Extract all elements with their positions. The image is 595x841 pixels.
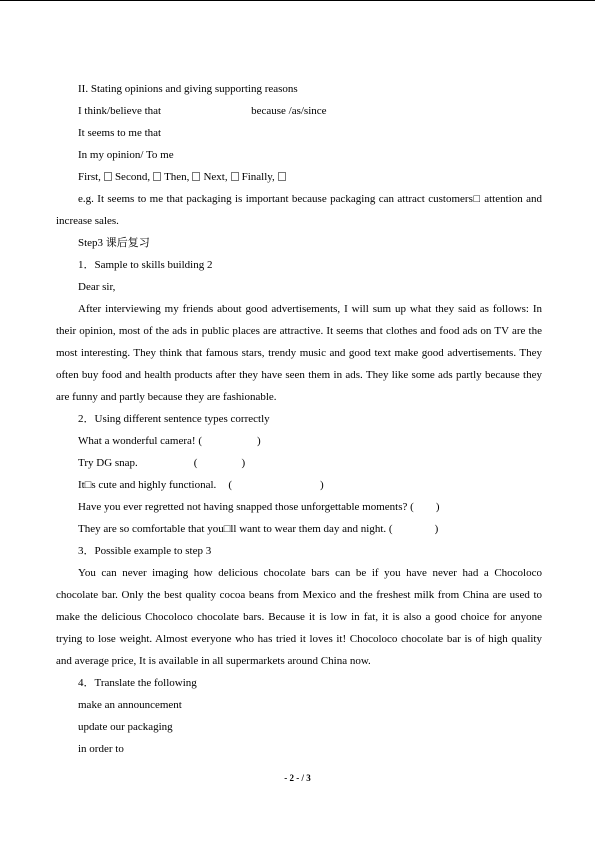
example-paragraph: e.g. It seems to me that packaging is important because packaging can attract customers□ attention and increase sales. <box>56 193 542 227</box>
translate-phrase-2: update our packaging <box>78 721 173 733</box>
section-heading: II. Stating opinions and giving supporting reasons <box>78 83 298 95</box>
sentence-5: They are so comfortable that you□ll want to wear them day and night. ( <box>78 523 393 535</box>
close-paren: ) <box>434 523 439 535</box>
checkbox-icon <box>231 172 239 181</box>
sentence-line <box>56 496 542 518</box>
checkbox-icon <box>278 172 286 181</box>
item-1: 1．Sample to skills building 2 <box>78 259 213 271</box>
phrase-seems: It seems to me that <box>78 127 162 139</box>
close-paren: ) <box>241 457 246 469</box>
translate-phrase-3: in order to <box>78 743 124 755</box>
phrase-opinion: In my opinion/ To me <box>78 149 174 161</box>
document-body <box>56 78 542 760</box>
page-number: - 2 - / 3 <box>284 773 311 783</box>
open-paren: ( <box>228 479 232 491</box>
phrase-because: because /as/since <box>251 105 327 117</box>
step3-heading: Step3 课后复习 <box>78 237 150 249</box>
item-4: 4．Translate the following <box>78 677 197 689</box>
top-rule <box>0 0 595 1</box>
close-paren: ) <box>257 435 261 447</box>
item-2: 2．Using different sentence types correctly <box>78 413 270 425</box>
close-paren: ) <box>319 479 324 491</box>
checkbox-icon <box>104 172 112 181</box>
open-paren: ( <box>193 457 198 469</box>
sentence-line <box>56 474 542 496</box>
letter-body: After interviewing my friends about good advertisements, I will sum up what they said as follows: In their opinion, most of the ads in public places are attractive. It seems that clothes and food ads on TV are the most interesting. They think that famous stars, trendy music and good text make good advertisements. They often buy food and health products after they have seen them in ads. They like some ads partly because they are funny and partly because they are fashionable. <box>56 303 542 403</box>
sequence-line <box>56 166 542 188</box>
translate-phrase-1: make an announcement <box>78 699 182 711</box>
seq-next: Next, <box>203 171 228 183</box>
sentence-line <box>56 518 542 540</box>
sentence-line <box>56 430 542 452</box>
letter-greeting: Dear sir, <box>78 281 116 293</box>
sentence-1: What a wonderful camera! ( <box>78 435 202 447</box>
seq-then: Then, <box>164 171 190 183</box>
phrase-think: I think/believe that <box>78 105 162 117</box>
sentence-line <box>56 452 542 474</box>
seq-finally: Finally, <box>241 171 275 183</box>
sentence-4: Have you ever regretted not having snapped those unforgettable moments? ( <box>78 501 414 513</box>
close-paren: ) <box>435 501 440 513</box>
sentence-3: It□s cute and highly functional. <box>78 479 217 491</box>
seq-first: First, <box>78 171 101 183</box>
item-3: 3．Possible example to step 3 <box>78 545 212 557</box>
checkbox-icon <box>192 172 200 181</box>
checkbox-icon <box>153 172 161 181</box>
phrase-line <box>56 100 542 122</box>
possible-example: You can never imaging how delicious chocolate bars can be if you have never had a Chocoloco chocolate bar. Only the best quality cocoa beans from Mexico and the freshest milk from China are used to make the delicious Chocoloco chocolate bars. Because it is low in fat, it is also a good choice for anyone trying to lose weight. Almost everyone who has tried it loves it! Chocoloco chocolate bar is of high quality and average price, It is available in all supermarkets around China now. <box>56 567 542 667</box>
seq-second: Second, <box>114 171 151 183</box>
sentence-2: Try DG snap. <box>78 457 138 469</box>
